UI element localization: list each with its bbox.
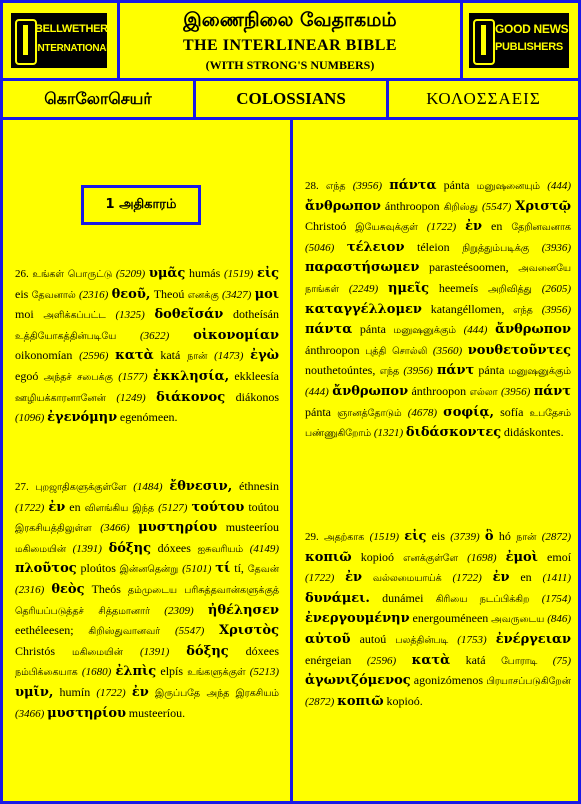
strong-number: (75) bbox=[552, 654, 572, 667]
strong-number: (2872) bbox=[541, 531, 572, 543]
tamil-word: மனுஷனையும் bbox=[476, 181, 541, 192]
strong-number: (5209) bbox=[115, 268, 146, 280]
greek-word: ἐνέργειαν bbox=[495, 631, 572, 647]
verse-28 bbox=[305, 176, 571, 444]
greek-word: πλοῦτος bbox=[15, 561, 77, 577]
transliteration: eethéleesen; bbox=[15, 623, 74, 638]
tamil-word: எந்த bbox=[513, 304, 533, 316]
title-english: THE INTERLINEAR BIBLE bbox=[182, 37, 398, 54]
transliteration: dóxees bbox=[157, 540, 191, 555]
tamil-word: மனுஷனுக்கும் bbox=[508, 366, 572, 378]
strong-number: (3956) bbox=[403, 365, 433, 378]
tamil-word: புத்தி சொல்லி bbox=[365, 345, 428, 357]
greek-word: μοι bbox=[254, 286, 280, 302]
greek-word: ἐν bbox=[465, 219, 483, 235]
greek-word: Χριστὸς bbox=[219, 623, 279, 639]
tamil-word: அவனையே நாங்கள் bbox=[305, 263, 571, 295]
strong-number: (1722) bbox=[96, 686, 126, 699]
greek-word: Χριστῷ bbox=[515, 198, 571, 214]
greek-word: ἀγωνιζόμενος bbox=[305, 673, 411, 689]
strong-number: (3466) bbox=[100, 522, 130, 535]
transliteration: éthnesin bbox=[239, 479, 280, 493]
transliteration: Theoú bbox=[153, 286, 185, 301]
greek-word: ἠθέλησεν bbox=[207, 602, 280, 618]
tamil-word: ஊழியக்காரனானேன் bbox=[15, 392, 106, 404]
greek-word: παραστήσωμεν bbox=[305, 260, 420, 276]
greek-word: δοθεῖσάν bbox=[154, 307, 224, 323]
greek-word: δυνάμει. bbox=[305, 590, 370, 606]
transliteration: pánta bbox=[359, 322, 386, 337]
tamil-word: எல்லா bbox=[469, 386, 498, 398]
transliteration: katangéllomen, bbox=[430, 301, 505, 316]
strong-number: (1321) bbox=[373, 427, 404, 440]
strong-number: (5046) bbox=[305, 241, 335, 254]
transliteration: dóxees bbox=[245, 643, 279, 658]
transliteration: agonizómenos bbox=[413, 673, 484, 688]
transliteration: kopioó bbox=[360, 549, 395, 564]
strong-number: (846) bbox=[547, 613, 572, 626]
tamil-word: ஞானத்தோடும் bbox=[337, 407, 402, 419]
tamil-word: எனக்குள்ளே bbox=[403, 552, 459, 564]
book-name-tamil: கொலோசெயர் bbox=[3, 81, 196, 117]
tamil-word: வல்லமையாய்க் bbox=[372, 573, 442, 585]
strong-number: (4678) bbox=[407, 406, 438, 419]
greek-word: ἐμοὶ bbox=[505, 549, 538, 565]
greek-word: ἄνθρωπον bbox=[495, 322, 571, 338]
strong-number: (5547) bbox=[481, 200, 512, 213]
transliteration: heemeís bbox=[438, 280, 479, 295]
transliteration: elpís bbox=[160, 664, 184, 679]
tamil-word: தம்முடைய பரிசுத்தவான்களுக்குத் தெரியப்படுத்தச் சித்தமானார் bbox=[15, 584, 280, 617]
strong-number: (1473) bbox=[214, 350, 244, 363]
transliteration: egoó bbox=[15, 368, 39, 383]
greek-word: ἔθνεσιν, bbox=[169, 479, 233, 494]
tamil-word: பிரயாசப்படுகிறேன் bbox=[486, 676, 571, 688]
logo-right-line2: PUBLISHERS bbox=[495, 41, 563, 53]
strong-number: (1722) bbox=[426, 221, 457, 234]
tamil-word: நிறுத்தும்படிக்கு bbox=[462, 242, 530, 254]
tamil-word: போராடி bbox=[501, 655, 538, 667]
verse-number: 29. bbox=[305, 531, 319, 543]
greek-word: υμῖν, bbox=[15, 684, 54, 700]
strong-number: (1249) bbox=[116, 391, 146, 404]
strong-number: (3956) bbox=[541, 303, 572, 316]
transliteration: nouthetoúntes, bbox=[305, 363, 376, 378]
strong-number: (1391) bbox=[139, 645, 170, 658]
tamil-word: அவருடைய bbox=[491, 614, 545, 626]
tamil-word: விளங்கிய இந்த bbox=[84, 502, 155, 514]
greek-word: μυστηρίου bbox=[138, 520, 218, 536]
greek-word: κατὰ bbox=[115, 348, 154, 364]
strong-number: (5101) bbox=[182, 563, 212, 576]
transliteration: kopioó. bbox=[386, 693, 423, 708]
greek-word: θεὸς bbox=[51, 581, 85, 597]
strong-number: (2309) bbox=[164, 604, 194, 617]
greek-word: κοπιῶ bbox=[337, 693, 384, 709]
strong-number: (3560) bbox=[432, 344, 463, 357]
strong-number: (5127) bbox=[158, 501, 188, 514]
strong-number: (444) bbox=[547, 180, 572, 192]
strong-number: (1577) bbox=[118, 370, 148, 383]
greek-word: ἐνεργουμένην bbox=[305, 611, 410, 627]
transliteration: sofía bbox=[500, 404, 524, 419]
strong-number: (1096) bbox=[15, 412, 45, 425]
book-name-english: COLOSSIANS bbox=[196, 81, 389, 117]
transliteration: ánthroopon bbox=[411, 383, 467, 398]
transliteration: moi bbox=[15, 307, 34, 322]
greek-word: ἐν bbox=[131, 684, 149, 700]
greek-word: εἰς bbox=[256, 266, 280, 281]
greek-word: υμᾶς bbox=[148, 266, 186, 281]
right-column bbox=[293, 120, 578, 801]
tamil-word: தேவன் bbox=[247, 564, 280, 576]
transliteration: ploútos bbox=[80, 561, 116, 576]
header-right-logo-cell bbox=[463, 3, 578, 78]
tamil-word: எனக்கு bbox=[187, 289, 219, 301]
transliteration: pánta bbox=[305, 404, 331, 419]
book-name-greek: ΚΟΛΟΣΣΑΕΙΣ bbox=[426, 89, 541, 108]
tamil-word: நான் bbox=[187, 351, 208, 363]
strong-number: (1753) bbox=[457, 633, 487, 646]
greek-word: εἰς bbox=[404, 529, 427, 544]
tamil-word: தேவனால் bbox=[31, 289, 76, 301]
strong-number: (3622) bbox=[140, 329, 170, 342]
greek-word: διδάσκοντες bbox=[405, 425, 502, 441]
greek-word: πάντα bbox=[389, 178, 437, 193]
transliteration: emoí bbox=[547, 549, 572, 564]
verse-27 bbox=[15, 477, 279, 724]
strong-number: (1484) bbox=[133, 481, 163, 493]
tamil-word: உங்கள் பொருட்டு bbox=[32, 269, 113, 280]
greek-word: ὃ bbox=[484, 529, 494, 544]
tamil-word: அறிவித்து bbox=[487, 283, 532, 295]
strong-number: (2605) bbox=[541, 282, 572, 295]
strong-number: (1722) bbox=[15, 501, 45, 514]
tamil-word: எந்த bbox=[379, 366, 400, 378]
tamil-word: கிறிஸ்துவானவர் bbox=[88, 626, 161, 638]
chapter-label: 1 அதிகாரம் bbox=[81, 185, 201, 225]
strong-number: (1325) bbox=[115, 309, 145, 322]
left-column bbox=[3, 120, 293, 801]
tamil-word: நான் bbox=[516, 532, 537, 543]
transliteration: eis bbox=[431, 529, 445, 543]
tamil-word: நம்பிக்கையாக bbox=[15, 667, 78, 679]
transliteration: Theós bbox=[91, 581, 121, 596]
tamil-word: கிரியை நடப்பிக்கிற bbox=[435, 593, 530, 605]
greek-word: μυστηρίου bbox=[47, 705, 127, 721]
header-left-logo-cell bbox=[3, 3, 120, 78]
transliteration: Christoó bbox=[305, 219, 347, 234]
greek-word: δόξης bbox=[108, 540, 151, 556]
transliteration: hó bbox=[498, 529, 511, 543]
greek-word: καταγγέλλομεν bbox=[305, 301, 422, 317]
strong-number: (2872) bbox=[305, 695, 335, 708]
greek-word: τέλειον bbox=[346, 239, 405, 255]
bellwether-logo bbox=[11, 13, 113, 68]
strong-number: (1754) bbox=[541, 592, 572, 605]
transliteration: musteeríou. bbox=[128, 705, 186, 720]
verse-number: 28. bbox=[305, 180, 319, 192]
greek-word: αὐτοῦ bbox=[305, 631, 351, 647]
tamil-word: தேறினவனாக bbox=[511, 222, 571, 234]
strong-number: (3936) bbox=[541, 241, 572, 254]
transliteration: egenómeen. bbox=[119, 410, 178, 425]
verse-number: 26. bbox=[15, 268, 29, 280]
greek-word: ἐν bbox=[345, 570, 363, 586]
transliteration: humín bbox=[59, 684, 91, 699]
greek-word: νουθετοῦντες bbox=[467, 342, 572, 358]
tamil-word: இயேசுவுக்குள் bbox=[355, 222, 418, 234]
transliteration: pánta bbox=[443, 178, 470, 192]
strong-number: (1519) bbox=[369, 531, 399, 543]
strong-number: (3466) bbox=[15, 707, 45, 720]
logo-right-line1: GOOD NEWS bbox=[495, 22, 569, 36]
strong-number: (2596) bbox=[366, 654, 397, 667]
tamil-word: அதற்காக bbox=[324, 532, 365, 543]
greek-word: κατὰ bbox=[411, 652, 451, 668]
strong-number: (5213) bbox=[249, 666, 280, 679]
tamil-word: ஐசுவரியம் bbox=[197, 543, 244, 555]
tamil-word: அளிக்கப்பட்ட bbox=[43, 310, 106, 322]
transliteration: didáskontes. bbox=[503, 425, 564, 440]
strong-number: (3956) bbox=[501, 385, 531, 398]
strong-number: (3956) bbox=[352, 180, 383, 192]
strong-number: (2316) bbox=[79, 288, 109, 301]
greek-word: δόξης bbox=[186, 643, 229, 659]
header-title-cell bbox=[120, 3, 463, 78]
greek-word: ἐγενόμην bbox=[47, 410, 118, 426]
transliteration: musteeríou bbox=[225, 520, 280, 535]
logo-left-line2: INTERNATIONAL bbox=[35, 43, 113, 54]
transliteration: ánthroopon bbox=[384, 198, 440, 213]
strong-number: (3427) bbox=[222, 288, 252, 301]
greek-word: ἐλπὶς bbox=[115, 664, 157, 680]
strong-number: (1519) bbox=[223, 268, 254, 280]
greek-word: θεοῦ, bbox=[111, 286, 151, 302]
transliteration: ekkleesía bbox=[234, 368, 280, 383]
strong-number: (1411) bbox=[542, 572, 571, 585]
greek-word: τούτου bbox=[191, 499, 245, 515]
tamil-word: இருப்பதே அந்த bbox=[155, 687, 230, 699]
strong-number: (444) bbox=[305, 385, 329, 398]
transliteration: parasteésoomen, bbox=[428, 260, 509, 275]
greek-word: τί bbox=[215, 561, 231, 577]
greek-word: πάντ bbox=[436, 363, 475, 379]
tamil-word: இன்னதென்று bbox=[119, 564, 179, 576]
greek-word: ἐκκλησία, bbox=[152, 368, 230, 384]
tamil-word: இரகசியத்திலுள்ள bbox=[15, 523, 92, 535]
transliteration: diákonos bbox=[235, 389, 279, 404]
tamil-word: மகிமையின் bbox=[15, 543, 67, 555]
subtitle: (WITH STRONG'S NUMBERS) bbox=[205, 58, 375, 72]
strong-number: (1391) bbox=[72, 542, 102, 555]
tamil-word: புறஜாதிகளுக்குள்ளே bbox=[35, 482, 127, 493]
tamil-word: கிறிஸ்து bbox=[443, 201, 478, 213]
bellwether-logo-icon bbox=[15, 19, 37, 65]
strong-number: (3739) bbox=[450, 531, 480, 543]
verse-number: 27. bbox=[15, 481, 29, 493]
transliteration: ánthroopon bbox=[305, 342, 360, 357]
tamil-word: எந்த bbox=[325, 181, 346, 192]
tamil-word: பலத்தின்படி bbox=[395, 634, 449, 646]
tamil-word: மகிமையின் bbox=[71, 646, 124, 658]
transliteration: Christós bbox=[15, 643, 56, 658]
strong-number: (1722) bbox=[305, 572, 335, 585]
tamil-word: உத்தியோகத்தின்படியே bbox=[15, 330, 117, 342]
transliteration: enérgeian bbox=[305, 652, 352, 667]
greek-word: ημεῖς bbox=[387, 280, 430, 296]
greek-word: κοπιῶ bbox=[305, 549, 352, 565]
greek-word: ἐν bbox=[48, 499, 66, 515]
good-news-logo bbox=[469, 13, 569, 68]
greek-word: οἰκονομίαν bbox=[193, 327, 279, 343]
good-news-logo-icon bbox=[473, 19, 495, 65]
transliteration: dotheísán bbox=[233, 307, 279, 322]
strong-number: (2249) bbox=[348, 282, 379, 295]
greek-word: πάντ bbox=[533, 383, 571, 399]
strong-number: (2316) bbox=[15, 583, 45, 596]
transliteration: en bbox=[69, 499, 81, 514]
strong-number: (2596) bbox=[79, 350, 109, 363]
transliteration: humás bbox=[188, 266, 221, 280]
transliteration: en bbox=[491, 219, 503, 234]
strong-number: (444) bbox=[463, 324, 488, 337]
greek-word: πάντα bbox=[305, 322, 353, 338]
transliteration: autoú bbox=[359, 631, 387, 646]
strong-number: (5547) bbox=[174, 625, 205, 638]
strong-number: (1698) bbox=[467, 551, 497, 564]
greek-word: ἄνθρωπον bbox=[305, 198, 381, 214]
verse-29 bbox=[305, 527, 571, 712]
greek-word: ἐγὼ bbox=[250, 348, 280, 364]
verse-26 bbox=[15, 264, 279, 429]
transliteration: téleion bbox=[417, 239, 450, 254]
transliteration: oikonomían bbox=[15, 348, 73, 363]
transliteration: energouméneen bbox=[412, 611, 489, 626]
transliteration: toútou bbox=[248, 499, 280, 514]
transliteration: pánta bbox=[478, 363, 505, 378]
strong-number: (1680) bbox=[81, 666, 112, 679]
greek-word: ἄνθρωπον bbox=[332, 383, 409, 399]
transliteration: dunámei bbox=[382, 590, 424, 605]
transliteration: katá bbox=[160, 348, 181, 363]
transliteration: en bbox=[520, 570, 532, 585]
tamil-word: இரகசியம் bbox=[235, 687, 280, 699]
transliteration: katá bbox=[465, 652, 486, 667]
transliteration: tí, bbox=[234, 561, 244, 576]
greek-word: ἐν bbox=[492, 570, 510, 586]
tamil-word: உபதேசம் பண்ணுகிறோம் bbox=[305, 407, 572, 440]
strong-number: (4149) bbox=[249, 542, 280, 555]
title-tamil: இணைநிலை வேதாகமம் bbox=[183, 9, 397, 31]
logo-left-line1: BELLWETHER bbox=[35, 23, 108, 35]
tamil-word: உங்களுக்குள் bbox=[187, 667, 246, 679]
tamil-word: அந்தச் சபைக்கு bbox=[43, 371, 113, 383]
greek-word: διάκονος bbox=[156, 389, 226, 405]
tamil-word: மனுஷனுக்கும் bbox=[393, 325, 456, 337]
strong-number: (1722) bbox=[452, 572, 482, 585]
transliteration: eis bbox=[15, 286, 29, 301]
greek-word: σοφίᾳ, bbox=[443, 404, 494, 420]
